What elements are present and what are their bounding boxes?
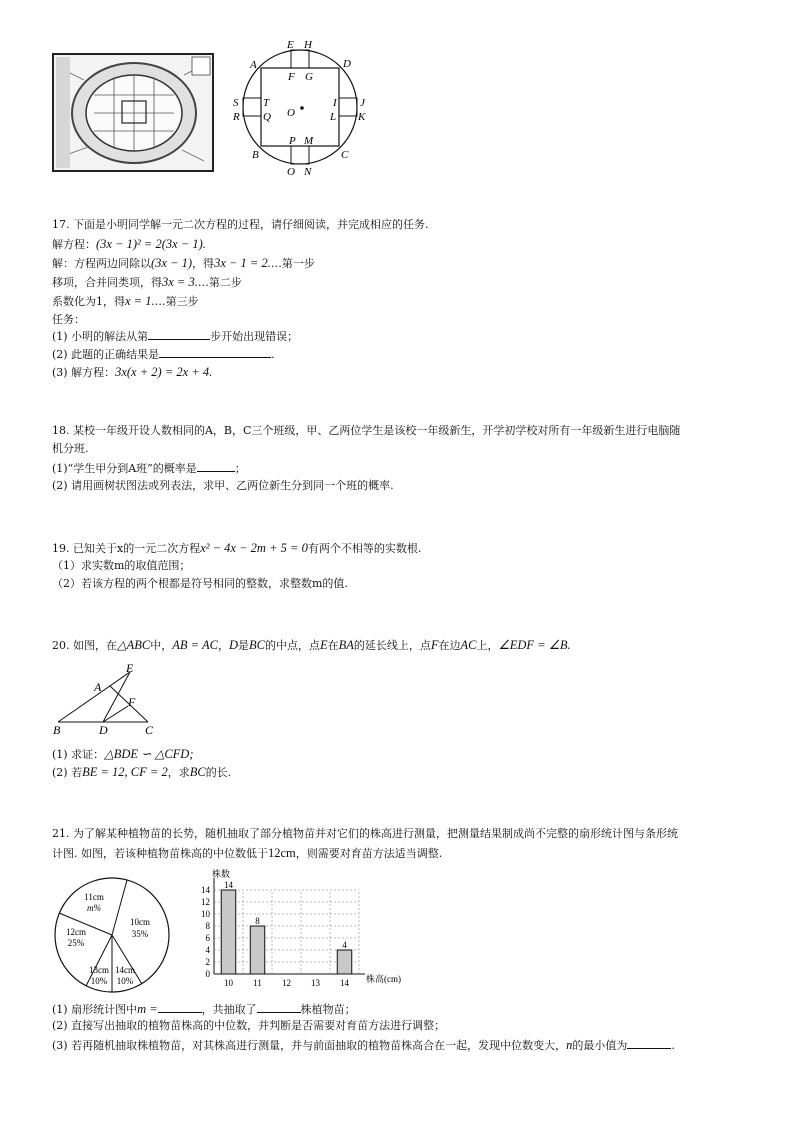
bar-ytick-label: 10 [201,909,210,919]
bar-10 [221,890,236,974]
q17-task3: (3) 解方程：3x(x + 2) = 2x + 4. [52,365,213,379]
city-map-drawing [54,55,212,170]
bar-data-label: 14 [224,880,233,890]
bar-xlabel: 株高(cm) [366,974,401,984]
q17-stem: 17. 下面是小明同学解一元二次方程的过程，请仔细阅读，并完成相应的任务. [52,218,429,231]
q21-task1: (1) 扇形统计图中m = ，共抽取了 株植物苗； [52,1002,356,1016]
triangle-figure [50,660,170,740]
q18-task1: (1)“学生甲分到A班”的概率是 ； [52,459,246,477]
q18-blank[interactable] [197,459,235,472]
q19-task1: （1）求实数m的取值范围； [52,559,191,572]
label-s: S [233,97,239,109]
bar-ytick-label: 8 [205,921,210,931]
bar-ylabel: 株数 [212,869,231,879]
q21-stem-line1: 21. 为了解某种植物苗的长势，随机抽取了部分植物苗并对它们的株高进行测量，把测量结果制成尚不完整的扇形统计图与条形统 [52,827,678,840]
q17-task2: (2) 此题的正确结果是 . [52,345,275,363]
q17-step1: 解：方程两边同除以(3x − 1)，得3x − 1 = 2.…第一步 [52,256,315,270]
pie-label-11cm: 11cm [84,892,104,902]
label-c: C [341,149,349,161]
q19-stem: 19. 已知关于x的一元二次方程x² − 4x − 2m + 5 = 0有两个不相等的实数根. [52,541,422,555]
circle-square-figure [228,36,378,176]
q20-task2: (2) 若BE = 12, CF = 2，求BC的长. [52,765,232,779]
label-e: E [287,39,294,51]
bar-chart [190,866,405,996]
q21-blank-n[interactable] [627,1036,671,1049]
bar-xtick-label: 14 [340,978,349,988]
q17-blank2[interactable] [159,345,271,358]
pie-label-12cm-pct: 25% [67,938,85,948]
q21-blank-m[interactable] [158,1000,202,1013]
pie-label-13cm-pct: 10% [90,976,108,986]
pie-chart [52,875,172,995]
bar-xtick-label: 10 [224,978,233,988]
q17-blank1[interactable] [148,327,210,340]
bar-ytick-label: 14 [201,885,210,895]
q17-step3: 系数化为1，得x = 1.…第三步 [52,294,199,308]
q18-stem-line2: 机分班. [52,442,89,455]
bar-xtick-label: 11 [253,978,262,988]
pie-label-10cm-pct: 35% [131,929,149,939]
label-a: A [250,59,257,71]
pie-label-11cm-pct: m% [87,903,101,913]
bar-data-label: 8 [255,916,260,926]
q21-blank-total[interactable] [257,1000,301,1013]
pie-label-10cm: 10cm [130,917,150,927]
label-f: F [288,71,295,83]
bar-ytick-label: 4 [205,945,210,955]
label-k: K [358,111,366,123]
q17-task-label: 任务： [52,313,85,326]
bar-ytick-label: 12 [201,897,210,907]
tri-label-c: C [145,723,154,737]
tri-label-e: E [126,661,134,675]
label-h: H [304,39,312,51]
label-t: T [263,97,270,109]
q19-task2: （2）若该方程的两个根都是符号相同的整数，求整数m的值. [52,577,348,590]
label-n: N [304,166,312,176]
label-p: P [289,135,296,147]
bar-11 [250,926,265,974]
bar-ytick-label: 2 [205,957,210,967]
pie-label-12cm: 12cm [66,927,86,937]
city-map-image [52,53,214,172]
label-b: B [252,149,259,161]
q18-task2: (2) 请用画树状图法或列表法，求甲、乙两位新生分到同一个班的概率. [52,479,394,492]
bar-14 [337,950,352,974]
q17-equation: 解方程：(3x − 1)² = 2(3x − 1). [52,237,206,251]
bar-ytick-label: 0 [205,969,210,979]
q17-task1: (1) 小明的解法从第 步开始出现错误； [52,327,298,345]
tri-label-a: A [94,680,102,694]
bar-xtick-label: 12 [282,978,291,988]
label-j: J [360,97,365,109]
label-l: L [330,111,337,123]
pie-label-14cm: 14cm [115,965,135,975]
label-m: M [304,135,314,147]
label-o-bottom: O [287,166,295,176]
tri-label-d: D [99,723,108,737]
label-r: R [233,111,240,123]
q20-stem: 20. 如图，在△ABC中，AB = AC，D是BC的中点，点E在BA的延长线上，点F在边AC上，∠EDF = ∠B. [52,638,571,652]
pie-label-14cm-pct: 10% [116,976,134,986]
q18-stem-line1: 18. 某校一年级开设人数相同的A，B，C三个班级，甲、乙两位学生是该校一年级新生，开学初学校对所有一年级新生进行电脑随 [52,424,681,437]
tri-label-f: F [128,695,136,709]
circle-o [243,50,357,164]
square-abcd [261,68,339,146]
pie-label-13cm: 13cm [89,965,109,975]
q20-task1: (1) 求证：△BDE ∽ △CFD; [52,747,194,761]
label-d: D [343,58,351,70]
q21-task3: (3) 若再随机抽取株植物苗，对其株高进行测量，并与前面抽取的植物苗株高合在一起，发现中位数变大，n的最小值为 . [52,1038,675,1052]
tri-label-b: B [53,723,61,737]
bar-xtick-label: 13 [311,978,320,988]
q17-step2: 移项，合并同类项，得3x = 3.…第二步 [52,275,242,289]
label-g: G [305,71,313,83]
bar-ytick-label: 6 [205,933,210,943]
label-i: I [333,97,337,109]
q21-task2: (2) 直接写出抽取的植物苗株高的中位数，并判断是否需要对育苗方法进行调整； [52,1019,446,1032]
label-o: O [287,107,295,119]
q21-stem-line2: 计图. 如图，若该种植物苗株高的中位数低于12cm，则需要对育苗方法适当调整. [52,846,443,860]
label-q: Q [263,111,271,123]
bar-data-label: 4 [342,940,347,950]
